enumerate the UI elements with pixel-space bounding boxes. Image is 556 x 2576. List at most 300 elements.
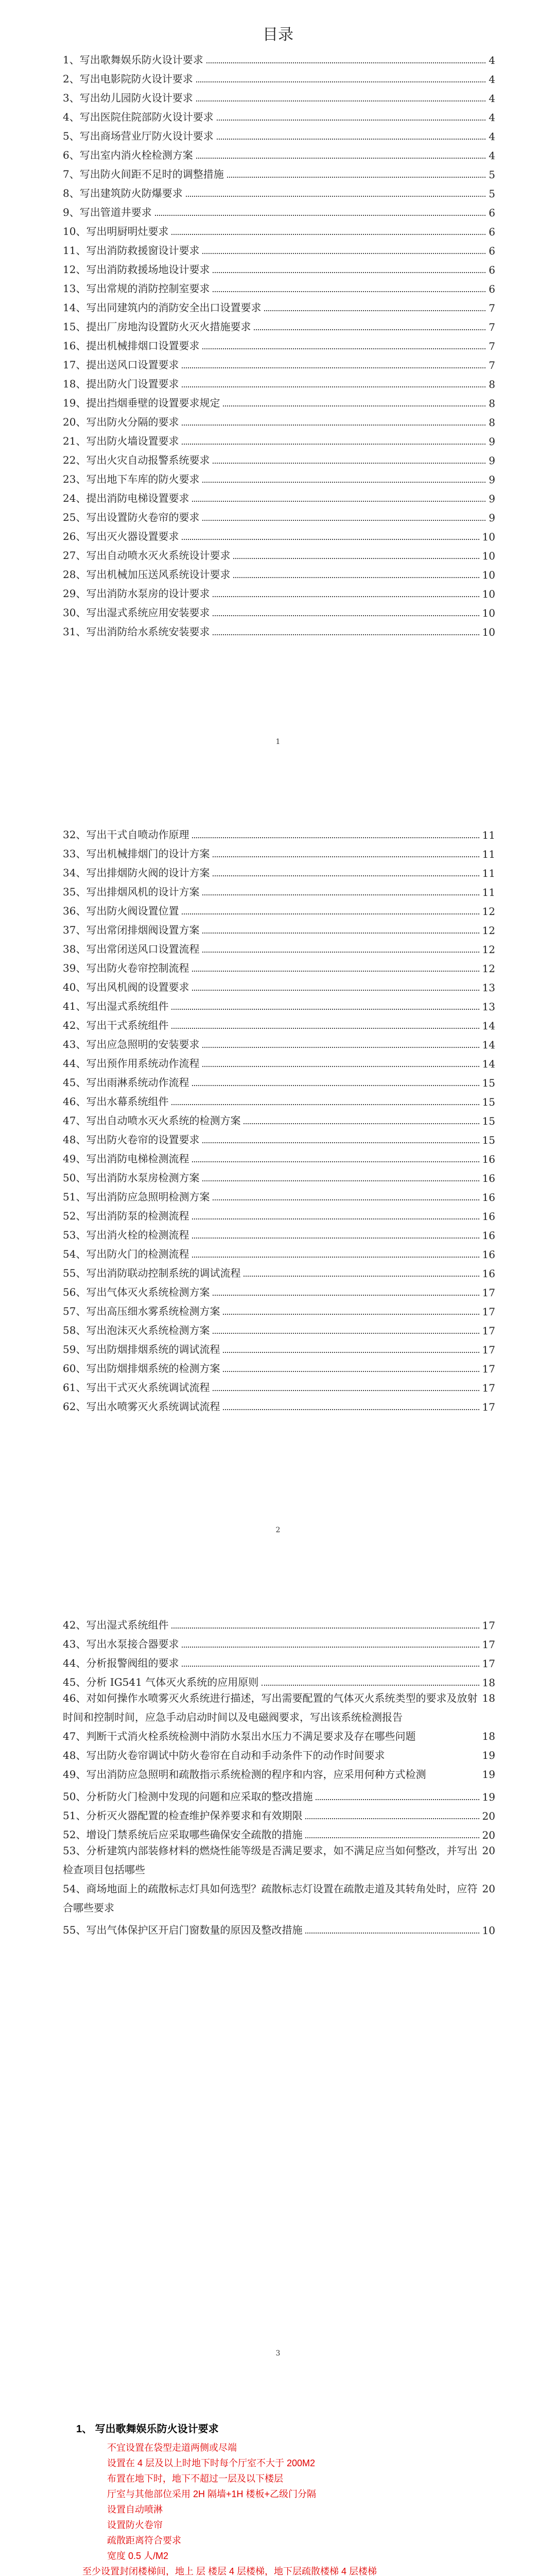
toc-entry-title: 50、写出消防水泵房检测方案 — [63, 1172, 200, 1184]
toc-leader-dots — [213, 1390, 479, 1391]
toc-entry-page: 16 — [482, 1172, 495, 1184]
toc-entry[interactable] — [63, 543, 495, 562]
section-line: 至少设置封闭楼梯间，地上 层 楼层 4 层楼梯，地下层疏散楼梯 4 层楼梯 — [82, 2566, 377, 2576]
toc-entry[interactable] — [63, 1204, 495, 1223]
toc-entry-title: 20、写出防火分隔的要求 — [63, 416, 179, 428]
toc-entry[interactable] — [63, 975, 495, 994]
toc-entry-page: 18 — [482, 1730, 495, 1742]
toc-leader-dots — [171, 1028, 479, 1029]
toc-leader-dots — [223, 1371, 479, 1372]
toc-entry-page: 10 — [482, 1924, 495, 1937]
toc-entry[interactable] — [63, 162, 495, 181]
toc-leader-dots — [244, 1276, 479, 1277]
toc-entry-title: 14、写出同建筑内的消防安全出口设置要求 — [63, 301, 262, 314]
toc-entry-page: 16 — [482, 1248, 495, 1261]
toc-entry[interactable] — [63, 1879, 495, 1918]
toc-entry[interactable] — [63, 1765, 495, 1784]
toc-leader-dots — [202, 894, 479, 895]
toc-entry[interactable] — [63, 1280, 495, 1299]
toc-entry-title: 42、写出湿式系统组件 — [63, 1619, 169, 1631]
toc-entry-title: 46、写出水幕系统组件 — [63, 1095, 169, 1108]
section-line: 宽度 0.5 人/M2 — [107, 2551, 169, 2561]
toc-leader-dots — [202, 348, 485, 349]
toc-leader-dots — [192, 1257, 479, 1258]
toc-entry[interactable] — [63, 1632, 495, 1651]
toc-entry[interactable] — [63, 1242, 495, 1261]
toc-entry-title: 59、写出防烟排烟系统的调试流程 — [63, 1343, 220, 1355]
toc-entry[interactable] — [63, 1108, 495, 1127]
toc-entry-title: 19、提出挡烟垂壁的设置要求规定 — [63, 397, 220, 409]
toc-entry-page: 4 — [489, 130, 495, 143]
toc-entry[interactable] — [63, 352, 495, 371]
toc-entry[interactable] — [63, 1613, 495, 1632]
toc-entry-page: 15 — [482, 1096, 495, 1108]
toc-leader-dots — [202, 933, 479, 934]
toc-entry-page: 9 — [489, 435, 495, 448]
toc-entry[interactable] — [63, 1918, 495, 1937]
section-line: 疏散距离符合要求 — [107, 2535, 181, 2546]
toc-entry-title: 7、写出防火间距不足时的调整措施 — [63, 168, 224, 180]
toc-leader-dots — [233, 558, 479, 559]
section-line: 布置在地下时，地下不超过一层及以下楼层 — [107, 2473, 283, 2484]
toc-entry[interactable] — [63, 956, 495, 975]
toc-leader-dots — [155, 215, 486, 216]
toc-entry-page: 14 — [482, 1039, 495, 1051]
toc-entry-page: 4 — [489, 149, 495, 162]
toc-entry[interactable] — [63, 219, 495, 238]
toc-leader-dots — [213, 1333, 479, 1334]
toc-entry-page: 18 — [482, 1676, 495, 1689]
toc-entry-page: 20 — [482, 1829, 495, 1841]
toc-entry[interactable] — [63, 429, 495, 448]
toc-entry-title: 27、写出自动喷水灭火系统设计要求 — [63, 549, 231, 562]
toc-entry-title: 48、写出防火卷帘调试中防火卷帘在自动和手动条件下的动作时间要求 — [63, 1749, 385, 1761]
toc-entry-page: 10 — [482, 607, 495, 619]
toc-leader-dots — [213, 463, 485, 464]
toc-entry-title: 52、增设门禁系统后应采取哪些确保安全疏散的措施 — [63, 1828, 303, 1841]
toc-leader-dots — [223, 1314, 479, 1315]
toc-entry-title: 26、写出灭火器设置要求 — [63, 530, 179, 543]
toc-entry[interactable] — [63, 1013, 495, 1032]
toc-entry-page: 4 — [489, 111, 495, 124]
toc-entry[interactable] — [63, 1803, 495, 1822]
toc-entry-title: 3、写出幼儿园防火设计要求 — [63, 92, 193, 104]
toc-entry-title: 38、写出常闭送风口设置流程 — [63, 943, 200, 955]
toc-entry-page: 19 — [482, 1791, 495, 1803]
toc-entry[interactable] — [63, 124, 495, 143]
toc-entry-title: 32、写出干式自喷动作原理 — [63, 828, 189, 841]
toc-entry[interactable] — [63, 257, 495, 276]
toc-entry-title: 1、写出歌舞娱乐防火设计要求 — [63, 54, 203, 66]
toc-entry-title: 46、对如何操作水喷雾灭火系统进行描述，写出需要配置的气体灭火系统类型的要求及放射时间和控制时间，应急手动启动时间以及电磁阀要求，写出该系统检测报告 — [63, 1692, 478, 1723]
toc-entry-title: 40、写出风机阀的设置要求 — [63, 981, 189, 993]
toc-entry[interactable] — [63, 524, 495, 543]
toc-entry-page: 16 — [482, 1153, 495, 1165]
content-body — [62, 2416, 505, 2576]
toc-entry[interactable] — [63, 1784, 495, 1803]
toc-entry[interactable] — [63, 1184, 495, 1204]
toc-entry-title: 47、判断干式消火栓系统检测中消防水泵出水压力不满足要求及存在哪些问题 — [63, 1730, 416, 1742]
toc-entry-title: 42、写出干式系统组件 — [63, 1019, 169, 1031]
toc-leader-dots — [213, 856, 479, 857]
toc-leader-dots — [202, 1066, 479, 1067]
toc-entry-title: 29、写出消防水泵房的设计要求 — [63, 587, 210, 600]
toc-entry[interactable] — [63, 1165, 495, 1184]
toc-entry[interactable] — [63, 486, 495, 505]
toc-entry[interactable] — [63, 467, 495, 486]
toc-entry-title: 33、写出机械排烟门的设计方案 — [63, 848, 210, 860]
toc-entry[interactable] — [63, 47, 495, 66]
toc-entry-title: 53、分析建筑内部装修材料的燃烧性能等级是否满足要求，如不满足应当如何整改，并写出检查项目包括哪些 — [63, 1844, 478, 1876]
toc-entry[interactable] — [63, 1318, 495, 1337]
toc-entry[interactable] — [63, 391, 495, 410]
toc-entry-title: 55、写出气体保护区开启门窗数量的原因及整改措施 — [63, 1924, 303, 1936]
toc-entry-page: 8 — [489, 397, 495, 410]
toc-entry-page: 10 — [482, 569, 495, 581]
toc-entry-page: 7 — [489, 321, 495, 333]
toc-leader-dots — [233, 577, 479, 578]
toc-entry[interactable] — [63, 371, 495, 391]
toc-entry-page: 11 — [482, 848, 495, 860]
toc-entry[interactable] — [63, 1299, 495, 1318]
toc-entry-page: 17 — [482, 1306, 495, 1318]
toc-leader-dots — [192, 1085, 479, 1086]
toc-entry-title: 49、写出消防电梯检测流程 — [63, 1153, 189, 1165]
toc-leader-dots — [171, 1009, 479, 1010]
toc-leader-dots — [182, 913, 479, 914]
toc-entry-page: 6 — [489, 226, 495, 238]
toc-leader-dots — [206, 62, 486, 63]
toc-leader-dots — [213, 615, 479, 616]
toc-entry-page: 16 — [482, 1229, 495, 1242]
toc-entry-page: 4 — [489, 73, 495, 86]
toc-entry[interactable] — [63, 448, 495, 467]
toc-leader-dots — [196, 158, 486, 159]
toc-entry-page: 9 — [489, 493, 495, 505]
toc-entry[interactable] — [63, 238, 495, 257]
toc-leader-dots — [223, 1352, 479, 1353]
toc-entry-title: 17、提出送风口设置要求 — [63, 359, 179, 371]
toc-leader-dots — [171, 1104, 479, 1105]
toc-entry[interactable] — [63, 1223, 495, 1242]
toc-entry[interactable] — [63, 1356, 495, 1375]
toc-entry-page: 19 — [482, 1768, 495, 1781]
page-number: 2 — [275, 1526, 281, 1534]
toc-entry-title: 37、写出常闭排烟阀设置方案 — [63, 924, 200, 936]
toc-leader-dots — [192, 990, 479, 991]
toc-entry-page: 17 — [482, 1363, 495, 1375]
toc-entry[interactable] — [63, 600, 495, 619]
toc-entry[interactable] — [63, 200, 495, 219]
toc-entry[interactable] — [63, 1089, 495, 1108]
toc-entry-title: 57、写出高压细水雾系统检测方案 — [63, 1305, 220, 1317]
toc-leader-dots — [227, 177, 486, 178]
toc-entry[interactable] — [63, 841, 495, 860]
toc-entry[interactable] — [63, 181, 495, 200]
toc-entry-title: 50、分析防火门检测中发现的问题和应采取的整改措施 — [63, 1790, 313, 1803]
toc-entry-title: 49、写出消防应急照明和疏散指示系统检测的程序和内容，应采用何种方式检测 — [63, 1768, 426, 1781]
toc-entry[interactable] — [63, 1746, 495, 1765]
toc-entry[interactable] — [63, 994, 495, 1013]
toc-entry-page: 14 — [482, 1058, 495, 1070]
toc-entry[interactable] — [63, 918, 495, 937]
toc-title: 目录 — [263, 26, 293, 44]
toc-leader-dots — [264, 310, 485, 311]
toc-entry-page: 17 — [482, 1657, 495, 1670]
toc-entry-title: 43、写出水泵接合器要求 — [63, 1638, 179, 1650]
toc-leader-dots — [213, 634, 479, 635]
toc-leader-dots — [192, 971, 479, 972]
toc-entry-page: 16 — [482, 1210, 495, 1223]
toc-leader-dots — [223, 1409, 479, 1410]
toc-leader-dots — [192, 837, 479, 838]
toc-entry-page: 20 — [482, 1883, 495, 1895]
toc-entry-title: 9、写出管道井要求 — [63, 206, 152, 218]
toc-entry-page: 19 — [482, 1749, 495, 1761]
toc-leader-dots — [223, 405, 485, 406]
toc-entry-title: 31、写出消防给水系统安装要求 — [63, 625, 210, 638]
toc-entry-title: 28、写出机械加压送风系统设计要求 — [63, 568, 231, 581]
toc-entry-title: 54、商场地面上的疏散标志灯具如何选型？疏散标志灯设置在疏散走道及其转角处时，应符合哪些要求 — [63, 1883, 478, 1914]
toc-leader-dots — [182, 1666, 479, 1667]
toc-entry[interactable] — [63, 1651, 495, 1670]
toc-entry-title: 24、提出消防电梯设置要求 — [63, 492, 189, 504]
toc-entry-title: 45、写出雨淋系统动作流程 — [63, 1076, 189, 1089]
toc-entry-page: 17 — [482, 1286, 495, 1299]
toc-entry[interactable] — [63, 295, 495, 314]
toc-entry[interactable] — [63, 1689, 495, 1727]
toc-entry-page: 13 — [482, 981, 495, 994]
toc-entry-page: 10 — [482, 626, 495, 638]
toc-list — [63, 47, 495, 638]
toc-entry-title: 15、提出厂房地沟设置防火灭火措施要求 — [63, 320, 251, 333]
toc-entry-title: 8、写出建筑防火防爆要求 — [63, 187, 183, 199]
toc-leader-dots — [202, 482, 485, 483]
toc-entry-page: 15 — [482, 1115, 495, 1127]
toc-entry-title: 43、写出应急照明的安装要求 — [63, 1038, 200, 1050]
toc-entry[interactable] — [63, 879, 495, 899]
toc-entry-title: 34、写出排烟防火阀的设计方案 — [63, 867, 210, 879]
toc-leader-dots — [213, 875, 479, 876]
toc-entry-page: 17 — [482, 1325, 495, 1337]
toc-entry-page: 15 — [482, 1077, 495, 1089]
toc-entry-title: 45、分析 IG541 气体灭火系统的应用原则 — [63, 1676, 259, 1688]
toc-entry-title: 5、写出商场营业厅防火设计要求 — [63, 130, 214, 142]
toc-entry-title: 36、写出防火阀设置位置 — [63, 905, 179, 917]
toc-entry[interactable] — [63, 581, 495, 600]
toc-entry-page: 10 — [482, 588, 495, 600]
toc-entry-page: 16 — [482, 1267, 495, 1280]
toc-entry-title: 61、写出干式灭火系统调试流程 — [63, 1381, 210, 1394]
toc-entry-page: 17 — [482, 1638, 495, 1651]
toc-leader-dots — [217, 120, 486, 121]
toc-entry-title: 58、写出泡沫灭火系统检测方案 — [63, 1324, 210, 1336]
toc-entry-title: 52、写出消防泵的检测流程 — [63, 1210, 189, 1222]
toc-entry-title: 21、写出防火墙设置要求 — [63, 435, 179, 447]
toc-entry-title: 23、写出地下车库的防火要求 — [63, 473, 200, 485]
toc-entry-title: 56、写出气体灭火系统检测方案 — [63, 1286, 210, 1298]
toc-entry[interactable] — [63, 105, 495, 124]
toc-entry-page: 20 — [482, 1810, 495, 1822]
section-line: 设置在 4 层及以上时地下时每个厅室不大于 200M2 — [107, 2458, 316, 2468]
toc-entry-page: 11 — [482, 829, 495, 841]
toc-entry-title: 51、分析灭火器配置的检查维护保养要求和有效期限 — [63, 1809, 303, 1822]
toc-leader-dots — [192, 1218, 479, 1219]
toc-entry-page: 18 — [482, 1692, 495, 1704]
toc-entry-page: 7 — [489, 302, 495, 314]
toc-entry-title: 16、提出机械排烟口设置要求 — [63, 340, 200, 352]
toc-entry[interactable] — [63, 314, 495, 333]
section-heading: 1、 写出歌舞娱乐防火设计要求 — [76, 2424, 219, 2435]
toc-entry-page: 12 — [482, 905, 495, 918]
toc-entry[interactable] — [63, 86, 495, 105]
toc-entry[interactable] — [63, 1032, 495, 1051]
toc-entry[interactable] — [63, 1841, 495, 1879]
toc-entry-page: 11 — [482, 886, 495, 899]
toc-entry[interactable] — [63, 899, 495, 918]
toc-entry[interactable] — [63, 1337, 495, 1356]
toc-leader-dots — [202, 952, 479, 953]
toc-entry-page: 15 — [482, 1134, 495, 1146]
toc-entry-title: 53、写出消火栓的检测流程 — [63, 1229, 189, 1241]
toc-leader-dots — [217, 139, 486, 140]
toc-leader-dots — [182, 1647, 479, 1648]
toc-leader-dots — [192, 1161, 479, 1162]
toc-leader-dots — [196, 81, 486, 82]
toc-entry-page: 12 — [482, 943, 495, 956]
toc-leader-dots — [192, 1238, 479, 1239]
toc-leader-dots — [213, 596, 479, 597]
toc-leader-dots — [182, 425, 485, 426]
toc-entry[interactable] — [63, 1261, 495, 1280]
section-line: 不宜设置在袋型走道两侧或尽端 — [107, 2443, 237, 2453]
toc-entry-title: 47、写出自动喷水灭火系统的检测方案 — [63, 1114, 241, 1127]
toc-leader-dots — [182, 386, 485, 387]
toc-entry-page: 17 — [482, 1619, 495, 1632]
toc-entry-title: 6、写出室内消火栓检测方案 — [63, 149, 193, 161]
toc-entry[interactable] — [63, 1727, 495, 1746]
toc-entry[interactable] — [63, 505, 495, 524]
toc-entry[interactable] — [63, 1670, 495, 1689]
toc-entry-page: 10 — [482, 550, 495, 562]
toc-entry-title: 11、写出消防救援窗设计要求 — [63, 244, 200, 257]
toc-entry-page: 12 — [482, 924, 495, 937]
toc-entry-page: 4 — [489, 54, 495, 66]
toc-entry-title: 44、写出预作用系统动作流程 — [63, 1057, 200, 1070]
toc-entry-title: 22、写出火灾自动报警系统要求 — [63, 454, 210, 466]
toc-list — [63, 1613, 495, 1937]
toc-leader-dots — [182, 539, 479, 540]
toc-page-1 — [0, 0, 556, 765]
toc-entry-page: 9 — [489, 512, 495, 524]
toc-entry-page: 11 — [482, 867, 495, 879]
toc-leader-dots — [182, 444, 485, 445]
toc-entry[interactable] — [63, 937, 495, 956]
toc-entry[interactable] — [63, 562, 495, 581]
toc-entry-page: 17 — [482, 1382, 495, 1394]
toc-entry[interactable] — [63, 619, 495, 638]
toc-entry[interactable] — [63, 1822, 495, 1841]
toc-entry-title: 62、写出水喷雾灭火系统调试流程 — [63, 1400, 220, 1413]
toc-leader-dots — [213, 272, 485, 273]
section-line: 厅室与其他部位采用 2H 隔墙+1H 楼板+乙级门分隔 — [107, 2489, 317, 2499]
toc-entry[interactable] — [63, 276, 495, 295]
toc-leader-dots — [316, 1799, 479, 1800]
toc-entry-title: 10、写出明厨明灶要求 — [63, 225, 169, 238]
toc-entry[interactable] — [63, 1394, 495, 1413]
toc-entry-page: 7 — [489, 359, 495, 371]
toc-entry[interactable] — [63, 1070, 495, 1089]
toc-entry-title: 39、写出防火卷帘控制流程 — [63, 962, 189, 974]
toc-entry-page: 6 — [489, 207, 495, 219]
toc-entry-page: 10 — [482, 531, 495, 543]
toc-entry-page: 14 — [482, 1020, 495, 1032]
toc-entry-page: 4 — [489, 92, 495, 105]
toc-entry[interactable] — [63, 860, 495, 879]
toc-entry-title: 51、写出消防应急照明检测方案 — [63, 1191, 210, 1203]
toc-entry[interactable] — [63, 143, 495, 162]
toc-entry-title: 41、写出湿式系统组件 — [63, 1000, 169, 1012]
page-number: 1 — [275, 738, 281, 746]
section-line: 设置防火卷帘 — [107, 2520, 163, 2530]
toc-entry[interactable] — [63, 822, 495, 841]
toc-leader-dots — [213, 1199, 479, 1200]
toc-entry[interactable] — [63, 410, 495, 429]
toc-entry-page: 5 — [489, 188, 495, 200]
toc-entry-page: 13 — [482, 1001, 495, 1013]
toc-entry-page: 16 — [482, 1191, 495, 1204]
toc-leader-dots — [244, 1123, 479, 1124]
toc-entry-page: 8 — [489, 416, 495, 429]
toc-entry-page: 6 — [489, 245, 495, 257]
toc-entry-title: 35、写出排烟风机的设计方案 — [63, 886, 200, 898]
toc-entry[interactable] — [63, 333, 495, 352]
toc-leader-dots — [305, 1933, 479, 1934]
toc-leader-dots — [305, 1818, 479, 1819]
toc-entry-title: 44、分析报警阀组的要求 — [63, 1657, 179, 1669]
toc-entry-title: 2、写出电影院防火设计要求 — [63, 73, 193, 85]
toc-leader-dots — [171, 234, 485, 235]
toc-entry-title: 4、写出医院住院部防火设计要求 — [63, 111, 214, 123]
toc-leader-dots — [196, 100, 486, 101]
toc-entry-title: 55、写出消防联动控制系统的调试流程 — [63, 1267, 241, 1279]
toc-page-3 — [0, 1607, 556, 2372]
toc-entry-title: 60、写出防烟排烟系统的检测方案 — [63, 1362, 220, 1375]
toc-leader-dots — [213, 291, 485, 292]
toc-entry[interactable] — [63, 1051, 495, 1070]
toc-entry-page: 9 — [489, 454, 495, 467]
toc-entry-title: 48、写出防火卷帘的设置要求 — [63, 1133, 200, 1146]
toc-page-2 — [0, 804, 556, 1569]
toc-entry-page: 6 — [489, 283, 495, 295]
toc-entry[interactable] — [63, 1375, 495, 1394]
toc-leader-dots — [186, 196, 486, 197]
toc-leader-dots — [254, 329, 485, 330]
toc-entry-title: 30、写出湿式系统应用安装要求 — [63, 606, 210, 619]
content-pages — [0, 2401, 556, 2576]
toc-list — [63, 822, 495, 1413]
toc-entry-page: 8 — [489, 378, 495, 391]
toc-leader-dots — [202, 1047, 479, 1048]
toc-leader-dots — [182, 367, 485, 368]
toc-entry[interactable] — [63, 1146, 495, 1165]
toc-leader-dots — [192, 501, 485, 502]
toc-entry-page: 20 — [482, 1844, 495, 1857]
toc-entry[interactable] — [63, 66, 495, 86]
toc-leader-dots — [202, 1180, 479, 1181]
toc-entry-page: 5 — [489, 168, 495, 181]
toc-entry[interactable] — [63, 1127, 495, 1146]
